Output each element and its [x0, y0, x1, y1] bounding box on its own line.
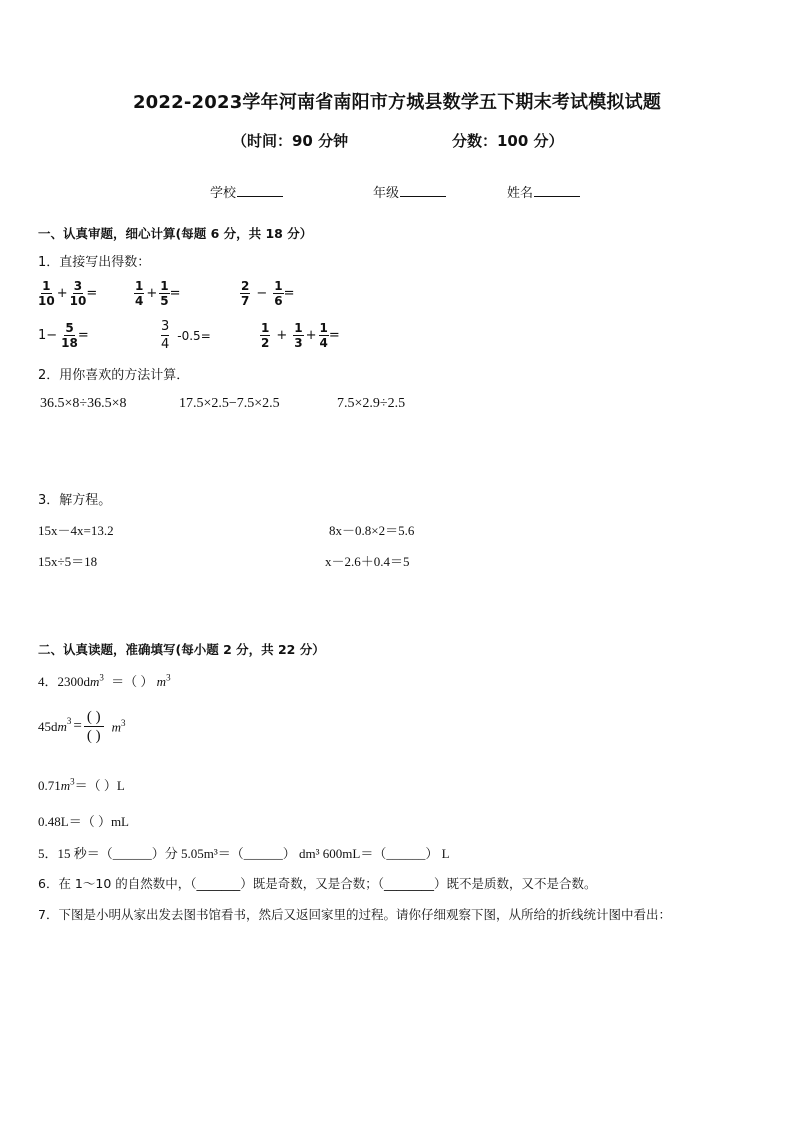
fraction: $\frac{1}{3}$: [294, 321, 303, 350]
school-label: 学校: [210, 186, 237, 201]
fraction: $\frac{1}{4}$: [319, 321, 328, 350]
q6: 6．在 1～10 的自然数中，（_______）既是奇数，又是合数；（________）既不是质数，又不是合数。: [38, 876, 597, 891]
fraction: $\frac{1}{6}$: [274, 279, 283, 308]
grade-label: 年级: [373, 186, 400, 201]
section2-heading: 二、认真读题，准确填写(每小题 2 分，共 22 分）: [38, 642, 325, 657]
q1-item-c: $\frac{2}{7}$ − $\frac{1}{6}$ =: [241, 279, 295, 308]
fraction: $\frac{2}{7}$: [241, 279, 250, 308]
q5: 5．15 秒＝（______）分 5.05m³＝（______） dm³ 600mL＝（______） L: [38, 846, 450, 861]
q4-line4: 0.48L＝（ ）mL: [38, 814, 129, 829]
time-label: （时间：90 分钟: [232, 132, 349, 150]
page-title: 2022-2023学年河南省南阳市方城县数学五下期末考试模拟试题: [132, 92, 662, 113]
name-field[interactable]: [507, 182, 580, 201]
q1-item-f: $\frac{1}{2}$ + $\frac{1}{3}$ + $\frac{1}{4}$ =: [261, 321, 340, 350]
q3-item: 15x÷5＝18: [38, 554, 98, 569]
q2-item: 7.5×2.9÷2.5: [337, 396, 406, 411]
q2-item: 17.5×2.5−7.5×2.5: [179, 396, 280, 411]
school-field[interactable]: [210, 182, 283, 201]
grade-blank[interactable]: [400, 184, 446, 197]
score-label: 分数：100 分）: [452, 132, 564, 150]
q3-item: 15x－4x=13.2: [38, 523, 114, 538]
fraction: $\frac{5}{18}$: [61, 321, 78, 350]
q3-label: 3．解方程。: [38, 493, 112, 508]
q7: 7．下图是小明从家出发去图书馆看书，然后又返回家里的过程。请你仔细观察下图，从所给的折线统计图中看出：: [38, 907, 671, 922]
fraction: $\frac{1}{2}$: [261, 321, 270, 350]
section1-heading: 一、认真审题，细心计算(每题 6 分，共 18 分）: [38, 226, 313, 241]
fraction-blank: ( ) ( ): [84, 708, 104, 745]
grade-field[interactable]: [373, 182, 446, 201]
q4-line1: 4．$2300dm^3$ ＝（ ） $m^3$: [38, 672, 171, 689]
q1-item-a: $\frac{1}{10}$ + $\frac{3}{10}$ =: [38, 279, 98, 308]
fraction: $\frac{1}{4}$: [135, 279, 144, 308]
fraction: $\frac{3}{4}$: [161, 319, 170, 352]
q1-item-d: 1− $\frac{5}{18}$ =: [38, 321, 89, 350]
q3-item: 8x－0.8×2＝5.6: [329, 523, 415, 538]
q1-item-e: $\frac{3}{4}$ -0.5=: [161, 319, 211, 352]
school-blank[interactable]: [237, 184, 283, 197]
name-blank[interactable]: [534, 184, 580, 197]
name-label: 姓名: [507, 186, 534, 201]
q2-label: 2．用你喜欢的方法计算．: [38, 368, 190, 383]
q4-line2: 45d m $^3$ = ( ) ( ) $m^3$: [38, 709, 126, 744]
fraction: $\frac{1}{10}$: [38, 279, 55, 308]
fraction: $\frac{1}{5}$: [160, 279, 169, 308]
q2-item: 36.5×8÷36.5×8: [40, 396, 127, 411]
q3-item: x－2.6＋0.4＝5: [325, 554, 410, 569]
q4-line3: $0.71m^3=$（ ）L: [38, 776, 125, 793]
q1-label: 1．直接写出得数：: [38, 255, 151, 270]
q1-item-b: $\frac{1}{4}$ + $\frac{1}{5}$ =: [135, 279, 181, 308]
fraction: $\frac{3}{10}$: [69, 279, 87, 308]
